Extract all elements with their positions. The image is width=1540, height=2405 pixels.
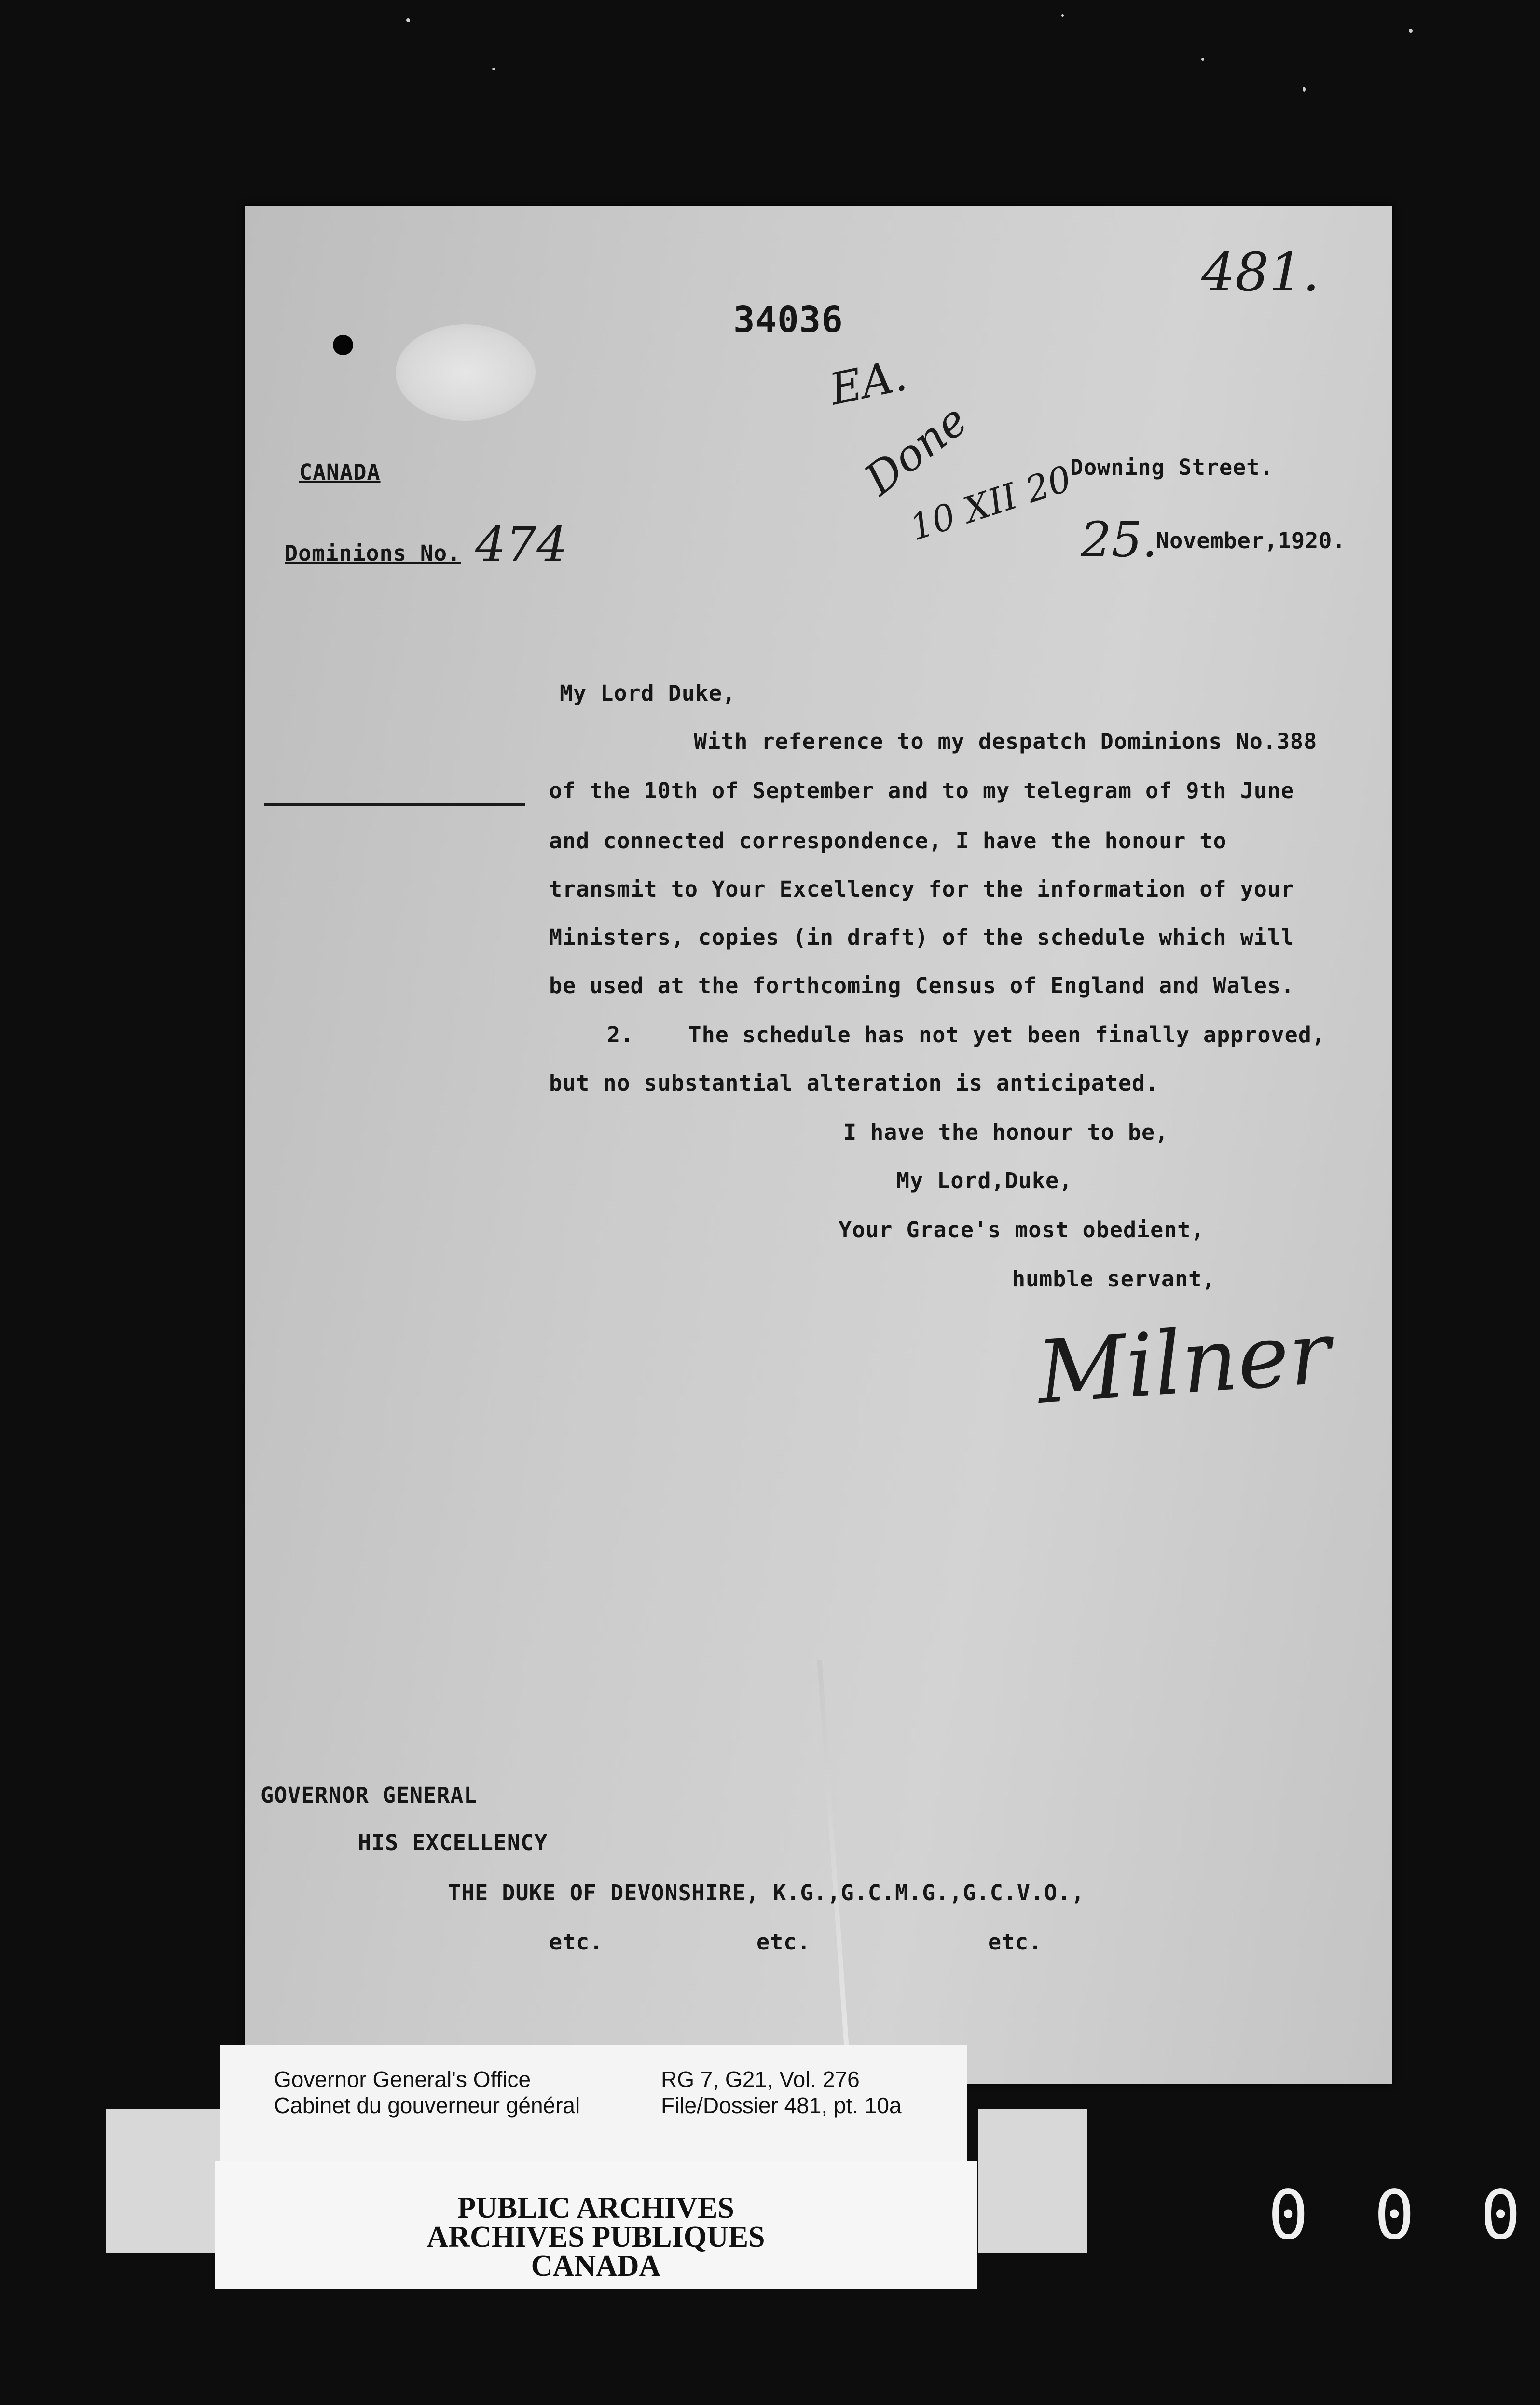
- date-text: November,1920.: [1142, 528, 1346, 553]
- archive-country: CANADA: [531, 2250, 661, 2282]
- closing-line: My Lord,Duke,: [896, 1168, 1073, 1193]
- film-speck: [492, 68, 495, 70]
- film-speck: [1061, 14, 1064, 17]
- reference-file: File/Dossier 481, pt. 10a: [661, 2093, 902, 2118]
- film-leader-right: [978, 2109, 1087, 2253]
- addressee-honorific: HIS EXCELLENCY: [358, 1830, 548, 1855]
- archive-name-en: PUBLIC ARCHIVES: [457, 2192, 734, 2225]
- etc-text: etc.: [549, 1929, 604, 1955]
- closing-line: humble servant,: [1012, 1266, 1216, 1292]
- frame-digit: 0: [1268, 2176, 1309, 2255]
- body-line: be used at the forthcoming Census of England and Wales.: [549, 973, 1295, 998]
- film-speck: [1303, 87, 1306, 92]
- reference-volume: RG 7, G21, Vol. 276: [661, 2067, 860, 2092]
- registry-number: 34036: [733, 299, 843, 341]
- body-line: of the 10th of September and to my telegram of 9th June: [549, 778, 1295, 803]
- annotation-done: Done: [855, 394, 977, 506]
- closing-line: I have the honour to be,: [843, 1120, 1169, 1145]
- etc-text: etc.: [988, 1929, 1043, 1955]
- margin-rule: [264, 803, 525, 806]
- etc-text: etc.: [756, 1929, 811, 1955]
- addressee-title: GOVERNOR GENERAL: [261, 1783, 478, 1808]
- date-day: 25.: [1081, 511, 1158, 568]
- office-en: Governor General's Office: [274, 2067, 531, 2092]
- body-line: and connected correspondence, I have the honour to: [549, 828, 1227, 854]
- office-fr: Cabinet du gouverneur général: [274, 2093, 580, 2118]
- archive-name-fr: ARCHIVES PUBLIQUES: [426, 2221, 765, 2253]
- body-line: 2. The schedule has not yet been finally approved,: [607, 1022, 1325, 1048]
- annotation-ea: EA.: [825, 349, 911, 415]
- film-speck: [1201, 58, 1204, 61]
- frame-digit: 0: [1374, 2176, 1415, 2255]
- body-line: but no substantial alteration is anticipated.: [549, 1070, 1159, 1096]
- punch-hole: [333, 335, 353, 355]
- closing-line: Your Grace's most obedient,: [839, 1217, 1205, 1243]
- body-line: Ministers, copies (in draft) of the schedule which will: [549, 925, 1295, 950]
- page-number: 481.: [1201, 241, 1320, 303]
- salutation: My Lord Duke,: [560, 680, 736, 706]
- body-line: With reference to my despatch Dominions No.388: [694, 729, 1318, 754]
- body-line: transmit to Your Excellency for the information of your: [549, 876, 1295, 902]
- country-heading: CANADA: [299, 459, 381, 485]
- film-speck: [1409, 29, 1413, 33]
- film-leader-left: [106, 2109, 220, 2253]
- annotation-date: 10 XII 20: [905, 457, 1077, 549]
- addressee-name: THE DUKE OF DEVONSHIRE, K.G.,G.C.M.G.,G.C.V.O.,: [448, 1880, 1085, 1906]
- film-speck: [406, 18, 410, 22]
- dominions-label: Dominions No.: [285, 540, 461, 566]
- embossed-seal: [396, 324, 536, 421]
- frame-digit: 0: [1480, 2176, 1521, 2255]
- signature: Milner: [1034, 1302, 1334, 1424]
- address: Downing Street.: [1070, 455, 1274, 480]
- dominions-number: 474: [475, 516, 567, 573]
